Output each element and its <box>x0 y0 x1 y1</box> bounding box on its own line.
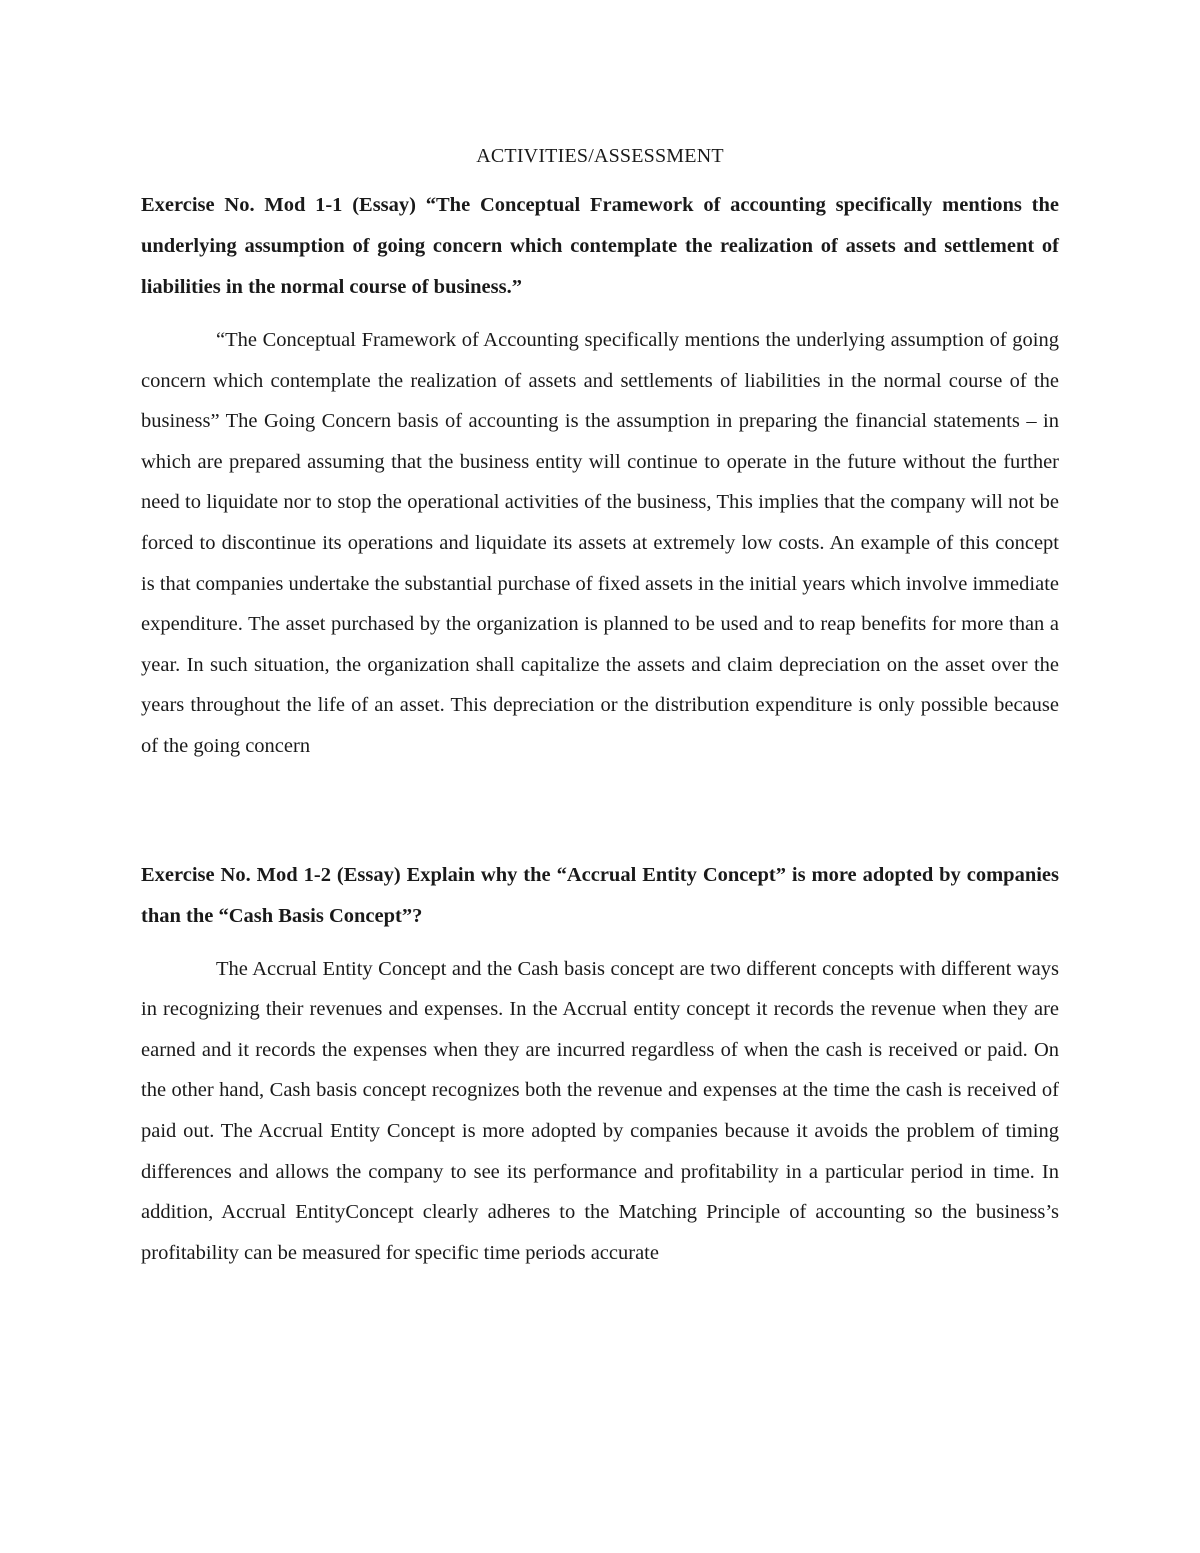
section-spacer <box>141 767 1059 855</box>
exercise-2-answer: The Accrual Entity Concept and the Cash basis concept are two different concepts with different ways in recognizing their revenues and expenses. In the Accrual entity concept it records the revenue when they are earned and it records the expenses when they are incurred regardless of when the cash is received or paid. On the other hand, Cash basis concept recognizes both the revenue and expenses at the time the cash is received of paid out. The Accrual Entity Concept is more adopted by companies because it avoids the problem of timing differences and allows the company to see its performance and profitability in a particular period in time. In addition, Accrual EntityConcept clearly adheres to the Matching Principle of accounting so the business’s profitability can be measured for specific time periods accurate <box>141 957 1059 1264</box>
exercise-2 <box>141 855 1059 1274</box>
exercise-1 <box>141 185 1059 767</box>
exercise-1-answer: “The Conceptual Framework of Accounting specifically mentions the underlying assumption of going concern which contemplate the realization of assets and settlements of liabilities in the normal course of the business” The Going Concern basis of accounting is the assumption in preparing the financial statements – in which are prepared assuming that the business entity will continue to operate in the future without the further need to liquidate nor to stop the operational activities of the business, This implies that the company will not be forced to discontinue its operations and liquidate its assets at extremely low costs. An example of this concept is that companies undertake the substantial purchase of fixed assets in the initial years which involve immediate expenditure. The asset purchased by the organization is planned to be used and to reap benefits for more than a year. In such situation, the organization shall capitalize the assets and claim depreciation on the asset over the years throughout the life of an asset. This depreciation or the distribution expenditure is only possible because of the going concern <box>141 329 1059 757</box>
document-title: ACTIVITIES/ASSESSMENT <box>476 145 724 167</box>
exercise-1-question: Exercise No. Mod 1-1 (Essay) “The Conceptual Framework of accounting specifically mentions the underlying assumption of going concern which contemplate the realization of assets and settlement of liabilities in the normal course of business.” <box>141 194 1059 298</box>
document-body <box>141 138 1059 1273</box>
exercise-2-question: Exercise No. Mod 1-2 (Essay) Explain why the “Accrual Entity Concept” is more adopted by companies than the “Cash Basis Concept”? <box>141 863 1059 927</box>
